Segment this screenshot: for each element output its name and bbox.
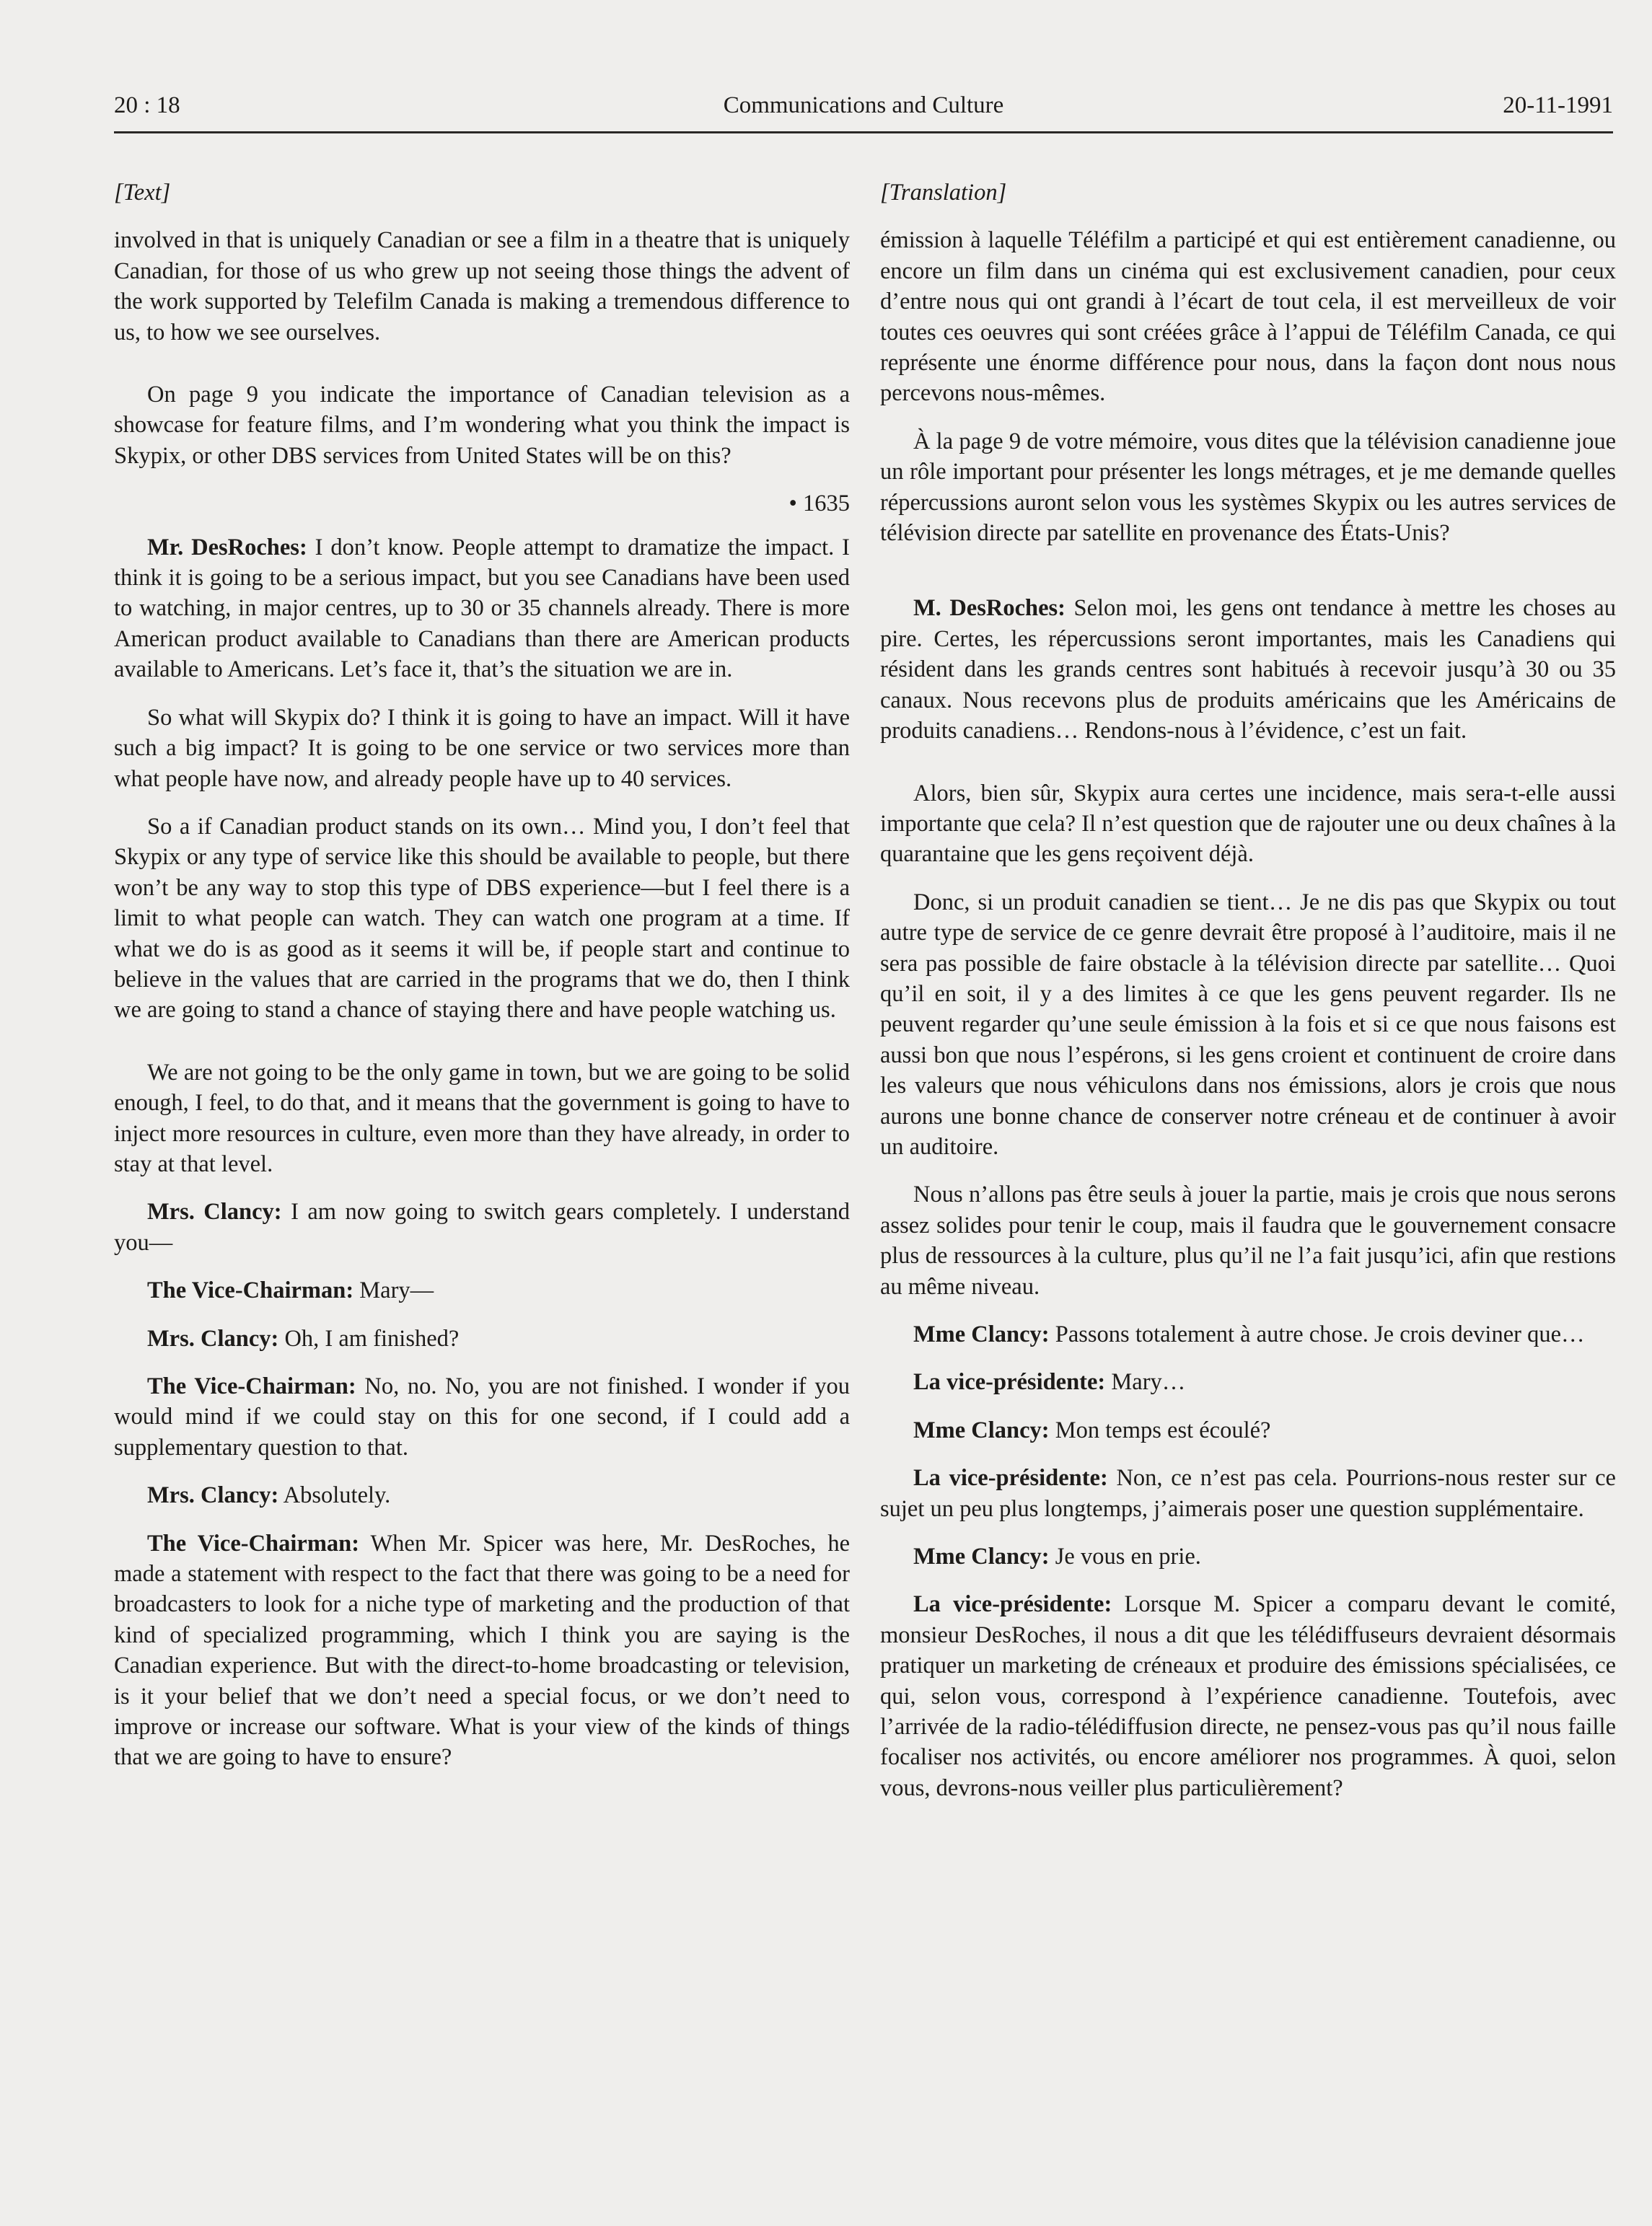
paragraph: À la page 9 de votre mémoire, vous dites que la télévision canadienne joue un rôle important pour présenter les longs métrages, et je me demande quelles répercussions auront selon vous les systèmes Skypix ou les autres services de télévision directe par satellite en provenance des États-Unis? (880, 428, 1616, 547)
speech-text: I am now going to switch gears completely. I understand you— (114, 1199, 851, 1256)
speaker-name: La vice-présidente: (913, 1465, 1108, 1492)
paragraph: So a if Canadian product stands on its own… Mind you, I don’t feel that Skypix or any type of service like this should be available to people, but there won’t be any way to stop this type of DBS experience—but I feel there is a limit to what people can watch. They can watch one program at a time. If what we do is as good as it seems it will be, if people start and continue to believe in the values that are carried in the programs that we do, then I think we are going to stand a chance of staying there and have people watching us. (114, 813, 850, 1024)
speech-text: Absolutely. (278, 1482, 391, 1509)
speech-text: Mary… (1105, 1369, 1186, 1396)
speaker-name: Mrs. Clancy: (147, 1199, 282, 1226)
paragraph (114, 1275, 850, 1306)
paragraph: involved in that is uniquely Canadian or see a film in a theatre that is uniquely Canadian, for those of us who grew up not seeing those things the advent of the work supported by Telefilm Canada is making a tremendous difference to us, to how we see ourselves. (114, 227, 850, 346)
paragraph (880, 1415, 1616, 1446)
page-date: 20-11-1991 (1503, 92, 1613, 118)
paragraph (114, 1371, 850, 1463)
paragraph: On page 9 you indicate the importance of Canadian television as a showcase for feature films, and I’m wondering what you think the impact is Skypix, or other DBS services from United States will be on this? (114, 382, 850, 469)
paragraph (114, 1324, 850, 1354)
paragraph (114, 532, 850, 685)
paragraph (880, 1463, 1616, 1524)
paragraph (880, 1367, 1616, 1397)
speech-text: When Mr. Spicer was here, Mr. DesRoches, he made a statement with respect to the fact that there was going to be a need for broadcasters to look for a niche type of marketing and the production of that kind of specialized programming, which I think you are saying is the Canadian experience. But with the direct-to-home broadcasting or television, is it your belief that we don’t need a special focus, or we don’t need to improve or increase our software. What is your view of the kinds of things that we are going to have to ensure? (114, 1530, 850, 1771)
paragraph: We are not going to be the only game in town, but we are going to be solid enough, I feel, to do that, and it means that the government is going to have to inject more resources in culture, even more than they have already, in order to stay at that level. (114, 1059, 850, 1177)
page-header (114, 85, 1613, 133)
speaker-name: M. DesRoches: (913, 595, 1066, 622)
speaker-name: Mrs. Clancy: (147, 1325, 279, 1352)
paragraph: So what will Skypix do? I think it is going to have an impact. Will it have such a big impact? It is going to be one service or two services more than what people have now, and already people have up to 40 services. (114, 704, 850, 792)
speaker-name: The Vice-Chairman: (147, 1277, 354, 1304)
speech-text: Mary— (353, 1277, 434, 1304)
speaker-name: La vice-présidente: (913, 1369, 1106, 1396)
paragraph (880, 1589, 1616, 1803)
speech-text: Mon temps est écoulé? (1049, 1417, 1271, 1443)
running-title: Communications and Culture (723, 92, 1004, 118)
speaker-name: Mrs. Clancy: (147, 1482, 279, 1509)
french-column (880, 177, 1616, 1821)
speaker-name: La vice-présidente: (913, 1591, 1112, 1618)
page-number: 20 : 18 (114, 92, 180, 118)
paragraph (114, 1197, 850, 1258)
speaker-name: Mme Clancy: (913, 1544, 1050, 1570)
paragraph (880, 593, 1616, 746)
speaker-name: Mr. DesRoches: (147, 534, 307, 560)
speech-text: Je vous en prie. (1049, 1544, 1201, 1570)
speaker-name: The Vice-Chairman: (147, 1373, 356, 1399)
column-label: [Translation] (880, 180, 1007, 206)
paragraph (114, 1528, 850, 1773)
speech-text: Passons totalement à autre chose. Je crois deviner que… (1049, 1321, 1585, 1347)
speech-text: No, no. No, you are not finished. I wonder if you would mind if we could stay on this for one second, if I could add a supplementary question to that. (114, 1373, 850, 1461)
speaker-name: Mme Clancy: (913, 1417, 1050, 1443)
paragraph: Alors, bien sûr, Skypix aura certes une incidence, mais sera-t-elle aussi importante que cela? Il n’est question que de rajouter une ou deux chaînes à la quarantaine que les gens reçoivent déjà. (880, 780, 1616, 868)
paragraph (880, 1541, 1616, 1572)
time-marker: • 1635 (788, 490, 850, 517)
speech-text: Non, ce n’est pas cela. Pourrions-nous rester sur ce sujet un peu plus longtemps, j’aimerais poser une question supplémentaire. (880, 1465, 1616, 1522)
speech-text: Selon moi, les gens ont tendance à mettre les choses au pire. Certes, les répercussions seront importantes, mais les Canadiens qui résident dans les grands centres sont habitués à recevoir jusqu’à 30 ou 35 canaux. Nous recevons plus de produits américains que les Américains de produits canadiens… Rendons-nous à l’évidence, c’est un fait. (880, 595, 1616, 744)
paragraph: Donc, si un produit canadien se tient… Je ne dis pas que Skypix ou tout autre type de service de ce genre devrait être proposé à l’auditoire, mais il ne sera pas possible de faire obstacle à la télévision directe par satellite… Quoi qu’il en soit, il y a des limites à ce que les gens peuvent regarder. Ils ne peuvent regarder qu’une seule émission à la fois et si ce que nous faisons est aussi bon que nous l’espérons, si les gens croient et continuent de croire dans les valeurs que nous véhiculons dans nos émissions, alors je crois que nous aurons une bonne chance de conserver notre créneau et de continuer à avoir un auditoire. (880, 889, 1616, 1160)
speaker-name: The Vice-Chairman: (147, 1530, 360, 1557)
paragraph: émission à laquelle Téléfilm a participé et qui est entièrement canadienne, ou encore un film dans un cinéma qui est exclusivement canadien, pour ceux d’entre nous qui ont grandi à l’écart de tout cela, il est merveilleux de voir toutes ces oeuvres qui sont créées grâce à l’appui de Téléfilm Canada, ce qui représente une énorme différence pour nous, dans la façon dont nous nous percevons nous-mêmes. (880, 227, 1616, 407)
paragraph: Nous n’allons pas être seuls à jouer la partie, mais je crois que nous serons assez solides pour tenir le coup, mais il faudra que le gouvernement consacre plus de ressources à la culture, plus qu’il ne l’a fait jusqu’ici, afin que restions au même niveau. (880, 1182, 1616, 1300)
paragraph (880, 1319, 1616, 1350)
column-label: [Text] (114, 180, 171, 206)
speech-text: Oh, I am finished? (278, 1325, 460, 1352)
paragraph (114, 1480, 850, 1510)
speaker-name: Mme Clancy: (913, 1321, 1050, 1347)
speech-text: I don’t know. People attempt to dramatize the impact. I think it is going to be a serious impact, but you see Canadians have been used to watching, in major centres, up to 30 or 35 channels already. There is more American product available to Canadians than there are American products available to Americans. Let’s face it, that’s the situation we are in. (114, 534, 850, 683)
english-column (114, 177, 850, 1790)
speech-text: Lorsque M. Spicer a comparu devant le comité, monsieur DesRoches, il nous a dit que les télédiffuseurs devraient désormais pratiquer un marketing de créneaux et produire des émissions spécialisées, ce qui, selon vous, correspond à l’expérience canadienne. Toutefois, avec l’arrivée de la radio-télédiffusion directe, ne pensez-vous pas qu’il nous faille focaliser nos activités, ou encore améliorer nos programmes. À quoi, selon vous, devrons-nous veiller plus particulièrement? (880, 1591, 1616, 1801)
